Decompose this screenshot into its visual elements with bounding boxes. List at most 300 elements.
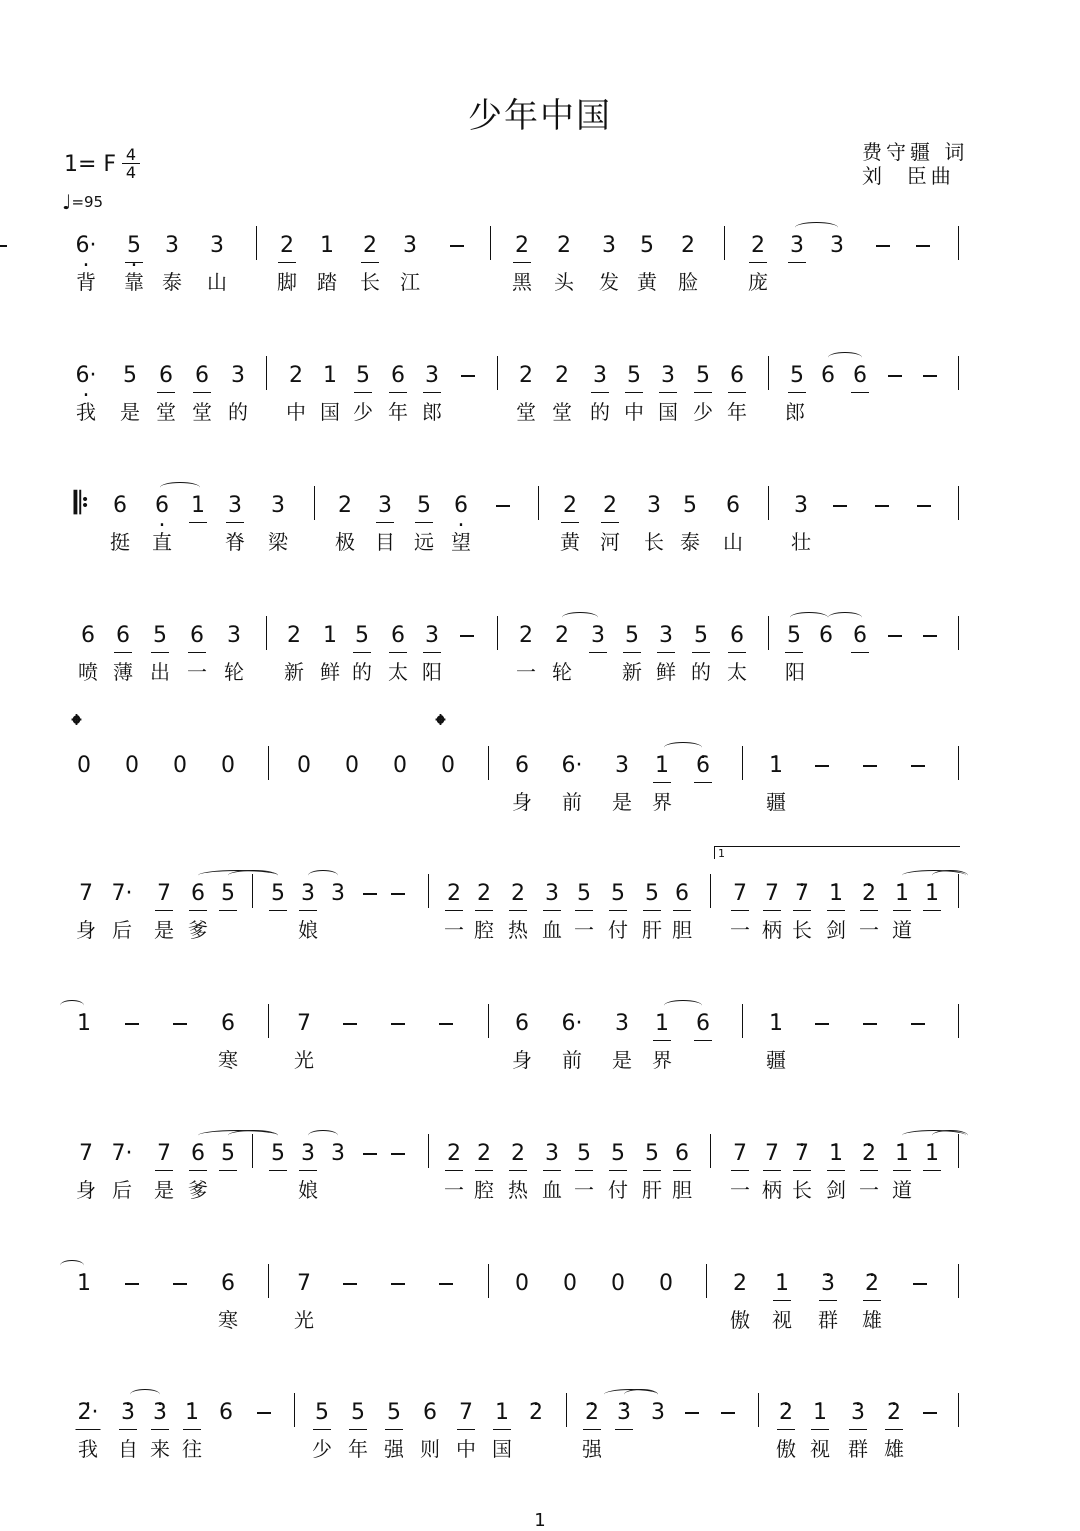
note: . 1 [829,880,843,908]
lyric-syllable: 雄 [884,1437,904,1461]
lyric-syllable: 山 [207,270,227,294]
note: 3 [602,233,616,258]
lyric-syllable: 柄 [762,1178,782,1202]
barline [268,1264,269,1298]
lyric-syllable: 脊 [225,530,245,554]
slur [228,1130,278,1141]
note: 2 [511,881,525,906]
lyric-syllable: 来 [150,1437,170,1461]
note: 0 [77,753,91,778]
lyric-syllable: 泰 [680,530,700,554]
note: . 2 [865,1270,879,1298]
barline [488,746,489,780]
note: 3 [647,493,661,518]
lyric-syllable: 中 [624,400,644,424]
lyric-syllable: 泰 [162,270,182,294]
lyric-syllable: 望 [451,530,471,554]
note: 5 [645,1141,659,1166]
lyric-syllable: 发 [599,270,619,294]
slur [60,1000,84,1011]
slur [932,870,968,881]
lyric-syllable: 长 [644,530,664,554]
lyric-syllable: 视 [810,1437,830,1461]
sustain-dash [815,765,829,767]
sustain-dash [125,1023,139,1025]
note: 5 [645,881,659,906]
sustain-dash [173,1023,187,1025]
note: 3 [227,623,241,648]
barline [497,356,498,390]
note: . 6 [696,752,710,780]
coda-sign-icon: 𝄌 [72,710,81,740]
note: . 2 [779,1399,793,1427]
lyric-syllable: 河 [600,530,620,554]
sustain-dash [391,1153,405,1155]
note: 5 [640,233,654,258]
sustain-dash [911,765,925,767]
barline [958,1004,959,1038]
note: . 1 [77,1270,91,1298]
note: 5 [221,1141,235,1166]
note: 1 [320,233,334,258]
lyric-syllable: 一 [444,1178,464,1202]
note: 3 [331,881,345,906]
note: 3 [615,1011,629,1036]
note: 6 [81,623,95,648]
sustain-dash [815,1023,829,1025]
note: 6 [696,1011,710,1036]
note: . 3 [851,1399,865,1427]
note: 6 [730,363,744,388]
sustain-dash [391,1283,405,1285]
lyric-syllable: 娘 [298,1178,318,1202]
slur [562,612,598,623]
note: . 3 [121,1399,135,1427]
lyric-syllable: 国 [492,1437,512,1461]
sustain-dash [876,245,890,247]
lyric-syllable: 肝 [642,1178,662,1202]
note: 3 [593,363,607,388]
volta-bracket [714,846,960,859]
note: 0 [221,753,235,778]
slur [932,1130,968,1141]
note: 7 [459,1400,473,1425]
note: 6 [515,753,529,778]
slur [664,742,702,753]
sustain-dash [496,505,510,507]
note: 5 [123,363,137,388]
note: . 1 [769,1010,783,1038]
note: 6 [391,363,405,388]
note: 1 [655,1011,669,1036]
note: 5 [625,623,639,648]
note: . 6 [454,492,468,520]
note: 3 [545,1141,559,1166]
lyric-syllable: 脸 [678,270,698,294]
lyric-syllable: 光 [294,1048,314,1072]
sustain-dash [833,505,847,507]
note: 5 [153,623,167,648]
note: 5 [271,1141,285,1166]
note: 7 [297,1271,311,1296]
lyric-syllable: 少 [693,400,713,424]
sustain-dash [0,245,7,247]
lyric-syllable: 少 [353,400,373,424]
note: 6 [853,623,867,648]
tempo-value: =95 [71,193,104,211]
lyric-syllable: 光 [294,1308,314,1332]
note: 6 [423,1400,437,1425]
note: 5 [611,881,625,906]
note: 2 [751,233,765,258]
barline [958,226,959,260]
score-system [0,1140,1080,1220]
note: 3 [378,493,392,518]
note: . 1 [813,1399,827,1427]
lyric-syllable: 付 [608,1178,628,1202]
note: 1 [323,623,337,648]
lyric-syllable: 中 [286,400,306,424]
lyric-syllable: 鲜 [320,660,340,684]
slur [664,1000,702,1011]
score-system [0,1399,1080,1479]
score-system [0,880,1080,960]
sustain-dash [257,1412,271,1414]
sustain-dash [343,1283,357,1285]
barline [768,356,769,390]
barline [294,1393,295,1427]
note: 7 [733,881,747,906]
lyric-syllable: 血 [542,918,562,942]
lyric-syllable: 道 [892,1178,912,1202]
note: 3 [615,753,629,778]
lyric-syllable: 太 [727,660,747,684]
lyric-syllable: 娘 [298,918,318,942]
time-signature-bottom: 4 [125,163,137,182]
note: . 1 [769,752,783,780]
composer-credit: 刘 臣曲 [862,164,955,188]
lyric-syllable: 头 [554,270,574,294]
lyric-syllable: 群 [818,1308,838,1332]
lyric-syllable: 界 [652,1048,672,1072]
note: 3 [591,623,605,648]
note: 2 [289,363,303,388]
lyric-syllable: 是 [154,918,174,942]
barline [958,746,959,780]
note: 2 [555,623,569,648]
lyric-syllable: 付 [608,918,628,942]
note: 6 [190,623,204,648]
note: 7 [765,1141,779,1166]
note: 3 [165,233,179,258]
barline [710,1134,711,1168]
note: 3 [425,623,439,648]
sustain-dash [863,1023,877,1025]
note: 6 [853,363,867,388]
note: 0 [173,753,187,778]
page-number: 1 [534,1510,546,1531]
lyric-syllable: 一 [444,918,464,942]
lyric-syllable: 堂 [516,400,536,424]
lyric-syllable: 柄 [762,918,782,942]
note: . 2· [78,1399,99,1427]
note: . 6· [76,232,97,260]
note: 5 [351,1400,365,1425]
note: 0 [393,753,407,778]
lyric-syllable: 后 [112,918,132,942]
lyric-syllable: 庞 [748,270,768,294]
lyric-syllable: 的 [228,400,248,424]
barline [724,226,725,260]
barline [256,226,257,260]
note: 5 [696,363,710,388]
quarter-note-icon: ♩ [62,190,72,214]
lyric-syllable: 是 [612,1048,632,1072]
lyric-syllable: 黄 [637,270,657,294]
slur [228,870,278,881]
note: . 3 [153,1399,167,1427]
lyric-syllable: 界 [652,790,672,814]
lyric-syllable: 后 [112,1178,132,1202]
lyric-syllable: 肝 [642,918,662,942]
sustain-dash [685,1412,699,1414]
lyric-syllable: 新 [284,660,304,684]
lyric-syllable: 年 [348,1437,368,1461]
song-title: 少年中国 [468,96,612,136]
lyric-syllable: 长 [792,1178,812,1202]
barline [710,874,711,908]
note: 7· [111,1141,133,1166]
note: 5 [577,881,591,906]
lyric-syllable: 我 [76,400,96,424]
lyric-syllable: 堂 [156,400,176,424]
note: 2 [733,1271,747,1296]
note: 6 [113,493,127,518]
note: 7 [79,1141,93,1166]
lyric-syllable: 直 [152,530,172,554]
lyricist-credit: 费守疆 词 [862,140,969,164]
note: 7 [297,1011,311,1036]
note: 7 [157,881,171,906]
note: 7 [765,881,779,906]
lyric-syllable: 自 [118,1437,138,1461]
lyric-syllable: 一 [574,1178,594,1202]
note: 3 [545,881,559,906]
note: 3 [228,493,242,518]
slur [790,612,828,623]
lyric-syllable: 轮 [552,660,572,684]
sustain-dash [439,1283,453,1285]
note: . 1 [925,880,939,908]
lyric-syllable: 远 [414,530,434,554]
note: 3 [271,493,285,518]
barline [958,1264,959,1298]
lyric-syllable: 前 [562,790,582,814]
sustain-dash [173,1283,187,1285]
sustain-dash [363,1153,377,1155]
lyric-syllable: 爹 [188,1178,208,1202]
note: 0 [125,753,139,778]
lyric-syllable: 寒 [218,1308,238,1332]
barline [488,1264,489,1298]
lyric-syllable: 年 [388,400,408,424]
lyric-syllable: 的 [590,400,610,424]
barline [768,616,769,650]
note: 6 [675,1141,689,1166]
lyric-syllable: 是 [612,790,632,814]
note: 5 [315,1400,329,1425]
note: 6 [221,1271,235,1296]
lyric-syllable: 身 [76,918,96,942]
lyric-syllable: 胆 [672,918,692,942]
lyric-syllable: 国 [658,400,678,424]
score-system [0,232,1080,312]
note: 6 [116,623,130,648]
lyric-syllable: 少 [312,1437,332,1461]
note: 6 [195,363,209,388]
barline [958,356,959,390]
barline [497,616,498,650]
slur [160,482,200,493]
lyric-syllable: 踏 [317,270,337,294]
barline [538,486,539,520]
note: 2 [338,493,352,518]
lyric-syllable: 郎 [785,400,805,424]
note: 5 [611,1141,625,1166]
barline [266,616,267,650]
note: . 1 [77,1010,91,1038]
lyric-syllable: 热 [508,1178,528,1202]
note: 6 [219,1400,233,1425]
lyric-syllable: 则 [420,1437,440,1461]
lyric-syllable: 血 [542,1178,562,1202]
barline [958,1393,959,1427]
note: 3 [794,493,808,518]
sustain-dash [391,893,405,895]
lyric-syllable: 极 [335,530,355,554]
score-system [0,486,1080,572]
lyric-syllable: 黄 [560,530,580,554]
lyric-syllable: 一 [730,918,750,942]
lyric-syllable: 疆 [766,1048,786,1072]
note: 6 [221,1011,235,1036]
note: 3 [403,233,417,258]
lyric-syllable: 的 [352,660,372,684]
note: 3 [661,363,675,388]
note: 6 [159,363,173,388]
note: 6 [391,623,405,648]
lyric-syllable: 国 [320,400,340,424]
note: . 1 [775,1270,789,1298]
lyric-syllable: 群 [848,1437,868,1461]
lyric-syllable: 腔 [474,918,494,942]
note: 3 [659,623,673,648]
lyric-syllable: 堂 [552,400,572,424]
note: 0 [659,1271,673,1296]
sustain-dash [863,765,877,767]
note: 2 [280,233,294,258]
score-system [0,622,1080,702]
note: 5 [355,623,369,648]
lyric-syllable: 寒 [218,1048,238,1072]
note: 6· [561,1011,583,1036]
lyric-syllable: 新 [622,660,642,684]
note: . 6· [76,362,97,390]
lyric-syllable: 壮 [791,530,811,554]
note: 0 [297,753,311,778]
note: 6 [191,881,205,906]
note: 5 [694,623,708,648]
time-signature [122,147,140,180]
slur [308,870,338,881]
lyric-syllable: 郎 [422,400,442,424]
note: 7 [157,1141,171,1166]
sustain-dash [888,635,902,637]
lyric-syllable: 太 [388,660,408,684]
barline [958,486,959,520]
lyric-syllable: 喷 [78,660,98,684]
note: 3 [301,881,315,906]
repeat-sign-icon: 𝄆 [74,486,89,521]
lyric-syllable: 身 [76,1178,96,1202]
note: 3 [830,233,844,258]
note: 2 [477,881,491,906]
note: . 1 [925,1140,939,1168]
sustain-dash [875,505,889,507]
lyric-syllable: 年 [727,400,747,424]
note: 2 [557,233,571,258]
lyric-syllable: 是 [120,400,140,424]
barline [488,1004,489,1038]
lyric-syllable: 长 [792,918,812,942]
note: . 1 [829,1140,843,1168]
coda-sign-icon: 𝄌 [436,710,445,740]
note: . 7 [795,1140,809,1168]
lyric-syllable: 目 [375,530,395,554]
sustain-dash [343,1023,357,1025]
lyric-syllable: 一 [730,1178,750,1202]
slur [828,612,862,623]
note: 2 [447,881,461,906]
note: 3 [231,363,245,388]
note: 2 [603,493,617,518]
note: 1 [323,363,337,388]
lyric-syllable: 身 [512,1048,532,1072]
sustain-dash [923,635,937,637]
note: . 1 [895,880,909,908]
lyric-syllable: 梁 [268,530,288,554]
lyric-syllable: 一 [187,660,207,684]
note: 2 [519,623,533,648]
sustain-dash [450,245,464,247]
note: 5 [577,1141,591,1166]
sustain-dash [125,1283,139,1285]
note: 6 [515,1011,529,1036]
lyric-syllable: 靠 [124,270,144,294]
note: . 3 [617,1399,631,1427]
barline [758,1393,759,1427]
lyric-syllable: 道 [892,918,912,942]
note: . 3 [821,1270,835,1298]
barline [268,1004,269,1038]
note: 0 [441,753,455,778]
sustain-dash [460,635,474,637]
sustain-dash [911,1023,925,1025]
note: 5 [356,363,370,388]
note: 2 [515,233,529,258]
note: 7 [733,1141,747,1166]
slur [308,1130,338,1141]
